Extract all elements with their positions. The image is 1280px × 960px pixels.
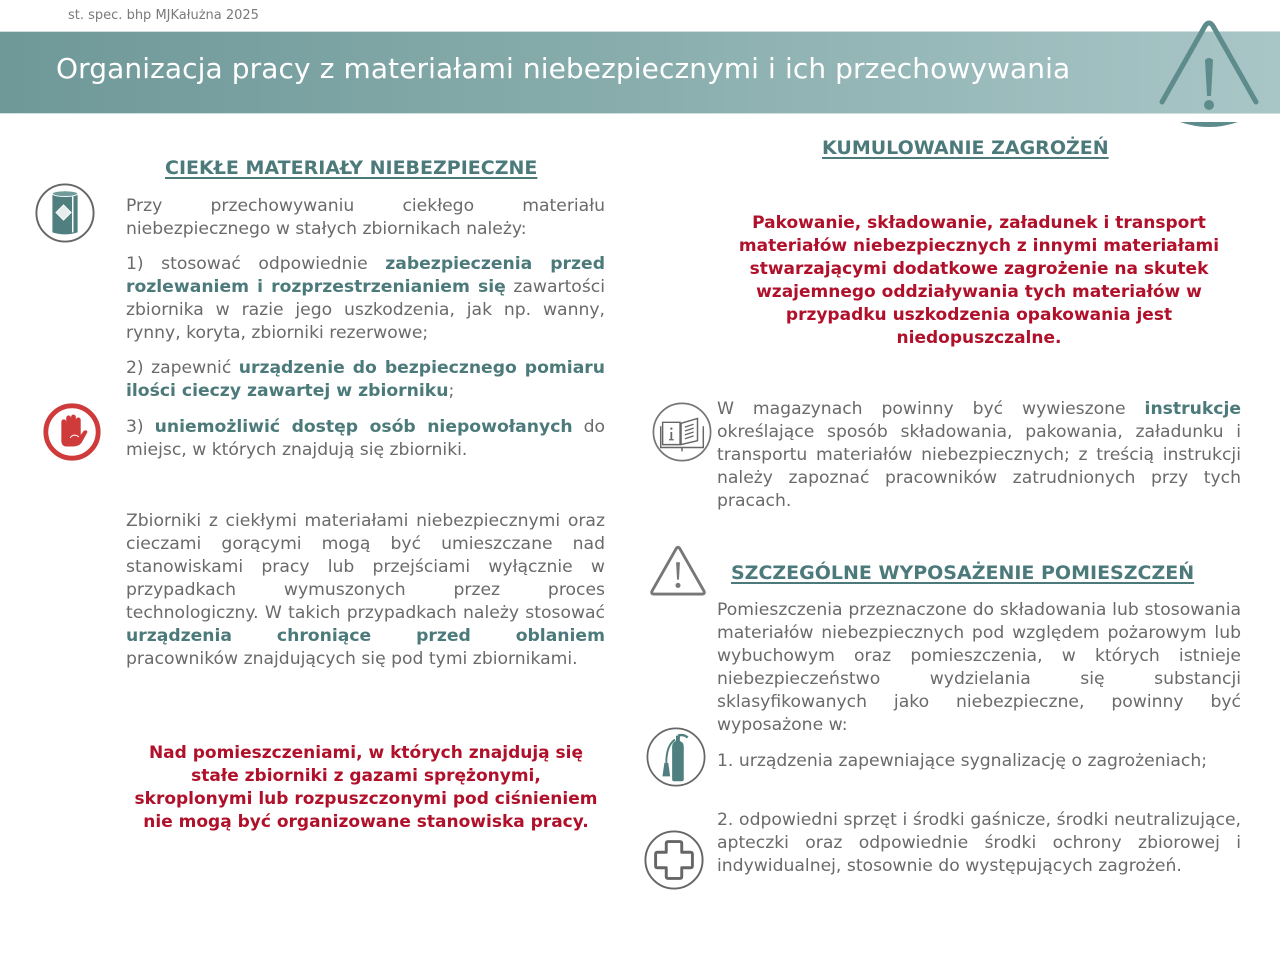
requirement-item-3-emphasis: uniemożliwić dostęp osób niepowołanych [154,417,573,437]
first-aid-cross-icon [643,829,705,891]
instruction-book-icon [651,401,713,463]
tanks-paragraph-suffix: pracowników znajdujących się pod tymi zbiornikami. [126,649,578,669]
requirement-item-2-prefix: 2) zapewnić [126,358,239,378]
tanks-paragraph-emphasis: urządzenia chroniące przed oblaniem [126,626,605,646]
instructions-paragraph-prefix: W magazynach powinny być wywieszone [717,399,1145,419]
requirement-item-1 [126,253,605,345]
requirement-item-1-prefix: 1) stosować odpowiednie [126,254,386,274]
fire-extinguisher-icon [645,726,707,788]
packaging-warning: Pakowanie, składowanie, załadunek i transport materiałów niebezpiecznych z innymi materiałami stwarzającymi dodatkowe zagrożenie na skutek wzajemnego oddziaływania tych materiałów w przypadku uszkodzenia opakowania jest niedopuszczalne. [738,213,1220,348]
requirement-item-3-prefix: 3) [126,417,155,437]
requirement-item-2 [126,357,605,403]
section-heading-liquid-materials: CIEKŁE MATERIAŁY NIEBEZPIECZNE [165,157,538,179]
requirement-item-1-suffix: zawartości zbiornika w razie jego uszkodzenia, jak np. wanny, rynny, koryta, zbiorniki rezerwowe; [126,277,606,343]
requirement-item-2-suffix: ; [448,381,455,401]
warning-triangle-icon [647,543,709,597]
tanks-paragraph-prefix: Zbiorniki z ciekłymi materiałami niebezpiecznymi oraz cieczami gorącymi mogą być umieszczane nad stanowiskami pracy lub przejściami wyłącznie w przypadkach wymuszonych przez proces technologiczny. W takich przypadkach należy stosować [126,511,605,623]
section-heading-special-equipment: SZCZEGÓLNE WYPOSAŻENIE POMIESZCZEŃ [731,562,1195,584]
instructions-paragraph-emphasis: instrukcje [1144,399,1241,419]
requirement-item-1-emphasis: zabezpieczenia przed rozlewaniem i rozprzestrzenianiem się [126,254,605,297]
instructions-paragraph-suffix: określające sposób składowania, pakowania, załadunku i transportu materiałów niebezpiecznych; z treścią instrukcji należy zapoznać pracowników zatrudnionych przy tych pracach. [717,422,1241,511]
title-banner [0,31,1280,114]
warning-triangle-icon [1156,18,1262,130]
requirement-item-2-emphasis: urządzenie do bezpiecznego pomiaru ilości cieczy zawartej w zbiorniku [126,358,605,401]
tanks-over-workstations-paragraph [126,510,605,671]
pressurized-gas-warning: Nad pomieszczeniami, w których znajdują się stałe zbiorniki z gazami sprężonymi, skroplonymi lub rozpuszczonymi pod ciśnieniem nie mogą być organizowane stanowiska pracy. [134,743,598,832]
barrel-icon [34,182,96,244]
stop-hand-icon [41,401,103,463]
equipment-item-1: 1. urządzenia zapewniające sygnalizację o zagrożeniach; [717,751,1208,771]
requirement-item-3 [126,416,605,462]
instructions-paragraph [717,398,1241,513]
section-heading-hazard-accumulation: KUMULOWANIE ZAGROŻEŃ [822,137,1109,159]
author-credit: st. spec. bhp MJKałużna 2025 [68,8,259,23]
requirement-item-3-suffix: do miejsc, w których znajdują się zbiorniki. [126,417,606,460]
equipment-item-2: 2. odpowiedni sprzęt i środki gaśnicze, środki neutralizujące, apteczki oraz odpowiednie środki ochrony zbiorowej i indywidualnej, stosownie do występujących zagrożeń. [717,810,1241,876]
page-title: Organizacja pracy z materiałami niebezpiecznymi i ich przechowywania [56,52,1071,85]
rooms-equipment-paragraph: Pomieszczenia przeznaczone do składowania lub stosowania materiałów niebezpiecznych pod względem pożarowym lub wybuchowym oraz pomieszczenia, w których istnieje niebezpieczeństwo wydzielania się substancji sklasyfikowanych jako niebezpieczne, powinny być wyposażone w: [717,600,1241,735]
liquid-storage-intro: Przy przechowywaniu ciekłego materiału niebezpiecznego w stałych zbiornikach należy: [126,196,605,239]
